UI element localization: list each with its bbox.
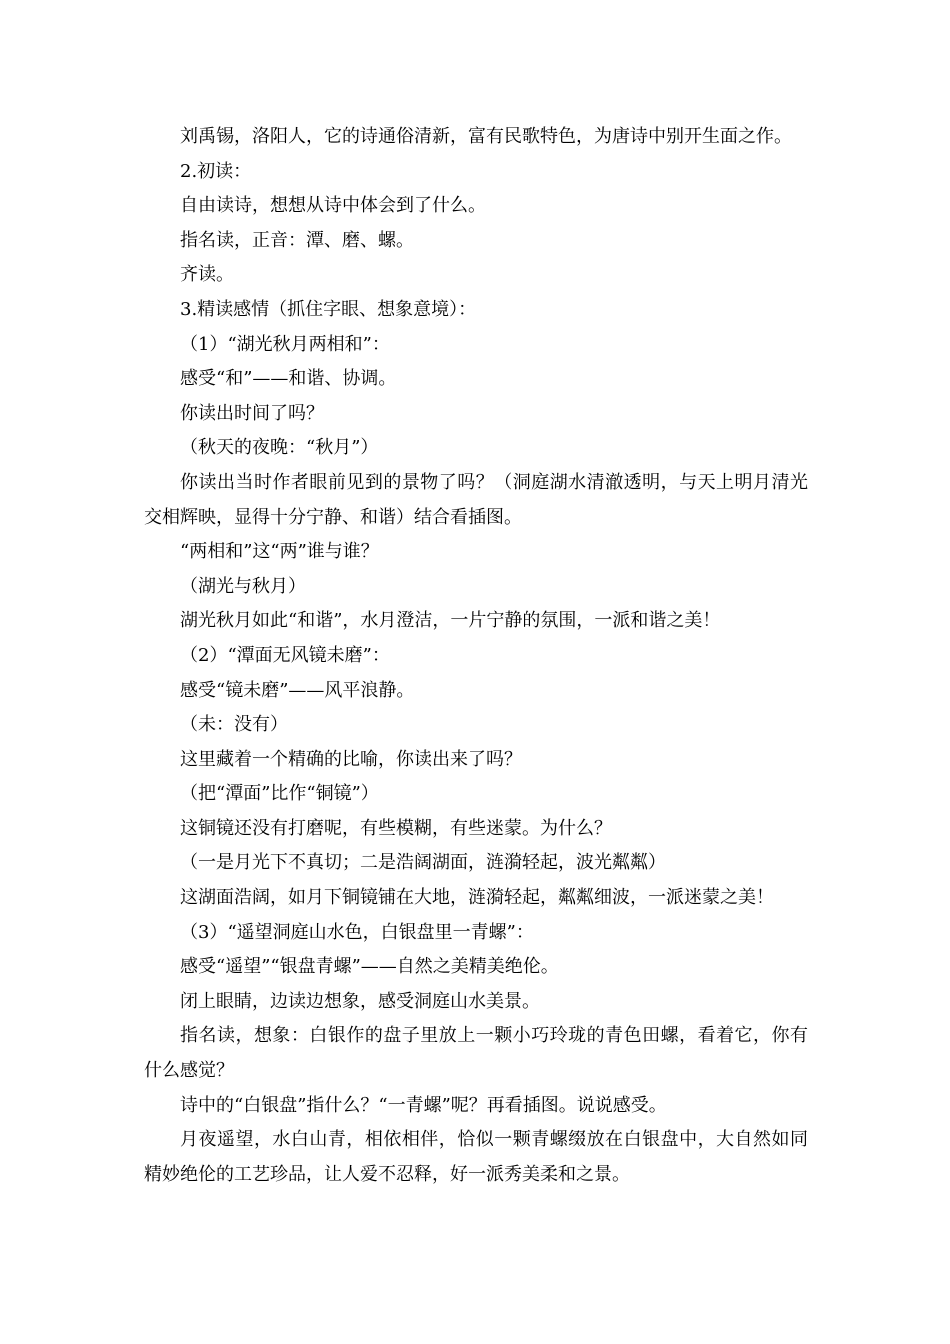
paragraph: （湖光与秋月）	[180, 575, 306, 597]
paragraph: （未：没有）	[180, 714, 288, 736]
paragraph: 指名读，正音：潭、磨、螺。	[180, 229, 414, 251]
paragraph: （秋天的夜晚：“秋月”）	[180, 437, 379, 459]
paragraph: 这湖面浩阔，如月下铜镜铺在大地，涟漪轻起，粼粼细波，一派迷蒙之美！	[180, 887, 774, 909]
paragraph: 刘禹锡，洛阳人，它的诗通俗清新，富有民歌特色，为唐诗中别开生面之作。	[180, 126, 792, 147]
document-body	[144, 120, 808, 1192]
paragraph: 感受“和”——和谐、协调。	[180, 368, 397, 390]
paragraph: 齐读。	[180, 264, 234, 286]
paragraph: 你读出时间了吗？	[180, 402, 324, 424]
paragraph: 月夜遥望，水白山青，相依相伴，恰似一颗青螺缀放在白银盘中，大自然如同精妙绝伦的工艺珍品，让人爱不忍释，好一派秀美柔和之景。	[144, 1129, 808, 1185]
paragraph: 感受“遥望”“银盘青螺”——自然之美精美绝伦。	[180, 956, 559, 978]
paragraph: “两相和”这“两”谁与谁？	[180, 541, 379, 563]
paragraph: 这里藏着一个精确的比喻，你读出来了吗？	[180, 748, 522, 770]
paragraph: 湖光秋月如此“和谐”，水月澄洁，一片宁静的氛围，一派和谐之美！	[180, 610, 721, 632]
paragraph: （把“潭面”比作“铜镜”）	[180, 783, 379, 805]
paragraph: 指名读，想象：白银作的盘子里放上一颗小巧玲珑的青色田螺，看着它，你有什么感觉？	[144, 1025, 808, 1082]
paragraph: （一是月光下不真切；二是浩阔湖面，涟漪轻起，波光粼粼）	[180, 852, 666, 874]
subsection-heading: （1）“湖光秋月两相和”：	[180, 333, 390, 355]
subsection-heading: （3）“遥望洞庭山水色，白银盘里一青螺”：	[180, 921, 534, 943]
paragraph: 2.初读：	[180, 160, 252, 182]
paragraph: 自由读诗，想想从诗中体会到了什么。	[180, 195, 486, 217]
section-heading: 3.精读感情（抓住字眼、想象意境）：	[180, 298, 477, 320]
subsection-heading: （2）“潭面无风镜未磨”：	[180, 644, 390, 666]
paragraph: 这铜镜还没有打磨呢，有些模糊，有些迷蒙。为什么？	[180, 817, 612, 839]
paragraph: 诗中的“白银盘”指什么？“一青螺”呢？再看插图。说说感受。	[180, 1094, 667, 1116]
paragraph: 你读出当时作者眼前见到的景物了吗？（洞庭湖水清澈透明，与天上明月清光交相辉映，显得十分宁静、和谐）结合看插图。	[144, 471, 808, 528]
paragraph: 闭上眼睛，边读边想象，感受洞庭山水美景。	[180, 990, 540, 1012]
paragraph: 感受“镜未磨”——风平浪静。	[180, 679, 415, 701]
